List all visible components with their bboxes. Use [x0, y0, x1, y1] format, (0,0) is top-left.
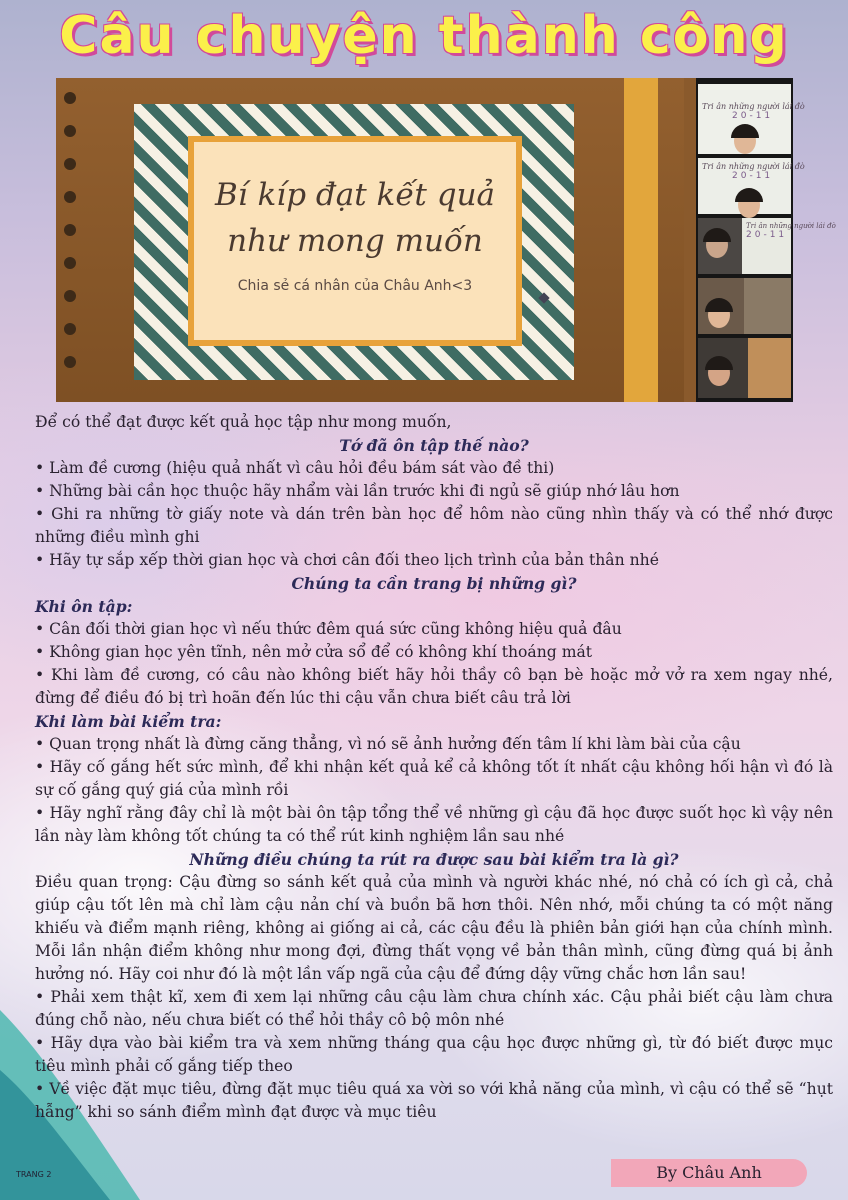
section-heading-1: Tớ đã ôn tập thế nào?	[339, 436, 529, 455]
body-paragraph: Điều quan trọng: Cậu đừng so sánh kết quả của mình và người khác nhé, nó chả có ích gì cả, chả giúp cậu tốt lên mà chỉ làm cậu nản chí và buồn bã hơn thôi. Nên nhớ, mỗi chúng ta có một năng khiếu và điểm mạnh riêng, không ai giống ai cả, các cậu đều là phiên bản giới hạn của chính mình. Mỗi lần nhận điểm không như mong đợi, đừng thất vọng về bản thân mình, cũng đừng quá bị ảnh hưởng nó. Hãy coi như đó là một lần vấp ngã của cậu để đứng dậy vững chắc hơn lần sau!	[35, 873, 833, 983]
tile-background	[748, 338, 791, 398]
meeting-screenshot	[56, 78, 836, 402]
participant-tiles	[696, 78, 836, 402]
list-item: • Làm đề cương (hiệu quả nhất vì câu hỏi đều bám sát vào đề thi)	[35, 459, 555, 477]
tile-background	[742, 218, 836, 274]
participant-tile	[698, 218, 836, 274]
list-item: • Phải xem thật kĩ, xem đi xem lại những câu cậu làm chưa chính xác. Cậu phải biết cậu làm chưa đúng chỗ nào, nếu chưa biết có thể hỏi thầy cô bộ môn nhé	[35, 988, 833, 1029]
list-item: • Quan trọng nhất là đừng căng thẳng, vì nó sẽ ảnh hưởng đến tâm lí khi làm bài của cậu	[35, 735, 741, 753]
tile-number: 20-11	[732, 111, 774, 121]
list-item: • Hãy cố gắng hết sức mình, để khi nhận kết quả kể cả không tốt ít nhất cậu không hối hận vì đó là sự cố gắng quý giá của mình rồi	[35, 758, 833, 799]
list-item: • Khi làm đề cương, có câu nào không biết hãy hỏi thầy cô bạn bè hoặc mở vở ra xem ngay nhé, đừng để điều đó bị trì hoãn đến lúc thi cậu vẫn chưa biết câu trả lời	[35, 666, 833, 707]
article-body	[35, 411, 833, 1124]
intro-text: Để có thể đạt được kết quả học tập như mong muốn,	[35, 413, 452, 431]
list-item: • Những bài cần học thuộc hãy nhẩm vài lần trước khi đi ngủ sẽ giúp nhớ lâu hơn	[35, 482, 680, 500]
participant-avatar	[734, 128, 756, 154]
tile-number: 20-11	[746, 230, 788, 240]
slide-card	[188, 136, 522, 346]
subheading-exam: Khi làm bài kiểm tra:	[35, 712, 222, 731]
slide-subtitle: Chia sẻ cá nhân của Châu Anh<3	[237, 278, 473, 294]
slide-title-line-2: như mong muốn	[227, 223, 483, 259]
participant-avatar	[738, 192, 760, 218]
participant-avatar	[708, 360, 730, 386]
presentation-slide	[56, 78, 684, 402]
participant-avatar	[706, 232, 728, 258]
participant-tile	[698, 278, 791, 334]
tile-caption: Tri ân những người lái đò	[746, 222, 836, 230]
subheading-review: Khi ôn tập:	[35, 597, 133, 616]
list-item: • Hãy dựa vào bài kiểm tra và xem những tháng qua cậu học được những gì, từ đó biết được mục tiêu mình phải cố gắng tiếp theo	[35, 1034, 833, 1075]
gold-bar	[624, 78, 658, 402]
tile-number: 20-11	[732, 171, 774, 181]
author-badge: By Châu Anh	[611, 1159, 807, 1187]
list-item: • Hãy nghĩ rằng đây chỉ là một bài ôn tập tổng thể về những gì cậu đã học được suốt học kì vậy nên lần này làm không tốt chúng ta có thể rút kinh nghiệm lần sau nhé	[35, 804, 833, 845]
participant-tile	[698, 158, 805, 214]
section-heading-3: Những điều chúng ta rút ra được sau bài kiểm tra là gì?	[189, 850, 679, 869]
page-number: TRANG 2	[16, 1170, 52, 1179]
tile-caption: Tri ân những người lái đò	[702, 102, 805, 111]
binder-holes	[64, 92, 78, 389]
list-item: • Về việc đặt mục tiêu, đừng đặt mục tiêu quá xa vời so với khả năng của mình, vì cậu có thể sẽ “hụt hẫng” khi so sánh điểm mình đạt được và mục tiêu	[35, 1080, 833, 1121]
tile-caption: Tri ân những người lái đò	[702, 162, 805, 171]
tile-background	[744, 278, 791, 334]
participant-tile	[698, 84, 805, 154]
list-item: • Ghi ra những tờ giấy note và dán trên bàn học để hôm nào cũng nhìn thấy và có thể nhớ được những điều mình ghi	[35, 505, 833, 546]
slide-title	[194, 172, 516, 264]
slide-title-line-1: Bí kíp đạt kết quả	[214, 177, 496, 213]
page-title: Câu chuyện thành công	[59, 6, 789, 66]
list-item: • Hãy tự sắp xếp thời gian học và chơi cân đối theo lịch trình của bản thân nhé	[35, 551, 659, 569]
section-heading-2: Chúng ta cần trang bị những gì?	[291, 574, 577, 593]
list-item: • Không gian học yên tĩnh, nên mở cửa sổ để có không khí thoáng mát	[35, 643, 593, 661]
participant-tile	[698, 338, 791, 398]
participant-avatar	[708, 302, 730, 328]
list-item: • Cân đối thời gian học vì nếu thức đêm quá sức cũng không hiệu quả đâu	[35, 620, 622, 638]
